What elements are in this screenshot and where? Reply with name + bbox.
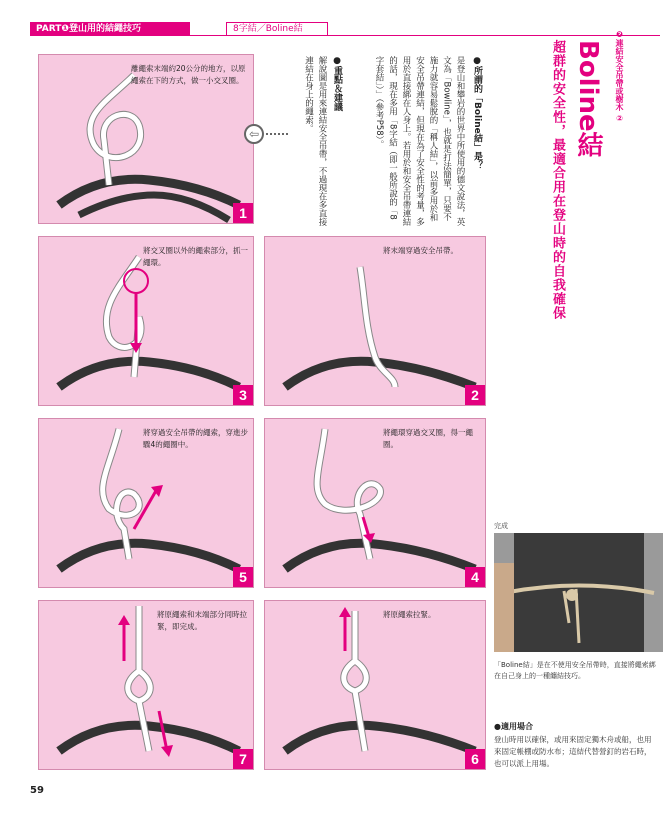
step-panel-1 xyxy=(38,54,254,224)
step-2-caption: 將末端穿過安全吊帶。 xyxy=(383,246,458,255)
step-panel-5 xyxy=(38,418,254,588)
step-6-caption: 將原繩索拉緊。 xyxy=(383,610,436,619)
dotted-leader xyxy=(266,133,288,135)
step-2-number: 2 xyxy=(465,385,485,405)
step-4-number: 4 xyxy=(465,567,485,587)
page-header xyxy=(30,22,660,36)
step-3-number: 3 xyxy=(233,385,253,405)
step-1-caption: 離繩索末端約20公分的地方，以原繩索在下的方式，做一小交叉圈。 xyxy=(131,64,246,85)
series-label: ❷連結安全吊帶或樹木 ② xyxy=(615,30,624,123)
step-6-number: 6 xyxy=(465,749,485,769)
step-7-number: 7 xyxy=(233,749,253,769)
step-panel-7 xyxy=(38,600,254,770)
photo-label: 完成 xyxy=(494,522,508,530)
uses-text: 登山時用以確保，或用來固定獨木舟或船，也用來固定帳棚或防水布；這結代替營釘的岩石時，也可以派上用場。 xyxy=(494,735,652,768)
arrow-left-icon: ⇦ xyxy=(244,124,264,144)
step-2-illustration xyxy=(265,237,486,406)
step-7-caption: 將原繩索和末端部分同時拉緊，即完成。 xyxy=(157,610,247,631)
page-number: 59 xyxy=(30,785,44,796)
photo-illustration xyxy=(494,533,663,652)
photo-caption: 「Boline結」是在不使用安全吊帶時，直接將繩索綁在自己身上的一種纏結技巧。 xyxy=(494,661,656,680)
question-heading: ●所謂的「Boline結」是？ xyxy=(472,56,482,170)
step-5-caption: 將穿過安全吊帶的繩索，穿進步驟4的繩圈中。 xyxy=(143,428,248,449)
uses-heading: ●適用場合 xyxy=(494,722,533,731)
step-panel-4 xyxy=(264,418,486,588)
step-panel-2 xyxy=(264,236,486,406)
section-label: 8字結／Boline結 xyxy=(226,22,328,36)
step-1-number: 1 xyxy=(233,203,253,223)
step-3-caption: 將交叉圈以外的繩索部分，抓一繩環。 xyxy=(143,246,248,267)
points-text: 解說圖是用來連結安全吊帶，不過現在多直接連結在身上的繩索。 xyxy=(303,56,327,226)
step-panel-3 xyxy=(38,236,254,406)
part-label: PART❶登山用的結繩技巧 xyxy=(30,22,190,36)
step-panel-6 xyxy=(264,600,486,770)
question-text: 是登山和攀岩的世界中所使用的德文說法，英文為「Bowline」，也就是打法簡單，只要不施力就容易鬆脫的「稱人結」，以前多用於和安全吊帶連結，但現在為了安全性的考量，多用於直接綁在人身上。若用於和安全吊帶連結的話，現在多用「8字結（即一般所說的「8字套結」）」（參考P58）。 xyxy=(374,56,465,226)
step-4-caption: 將繩環穿過交叉圈，得一繩圈。 xyxy=(383,428,473,449)
finished-knot-photo xyxy=(494,533,663,652)
page-title: Boline結 xyxy=(573,40,603,158)
step-6-illustration xyxy=(265,601,486,770)
step-5-number: 5 xyxy=(233,567,253,587)
points-heading: ●重點＆建議 xyxy=(332,56,342,111)
page-subtitle: 超群的安全性，最適合用在登山時的自我確保 xyxy=(550,40,565,320)
